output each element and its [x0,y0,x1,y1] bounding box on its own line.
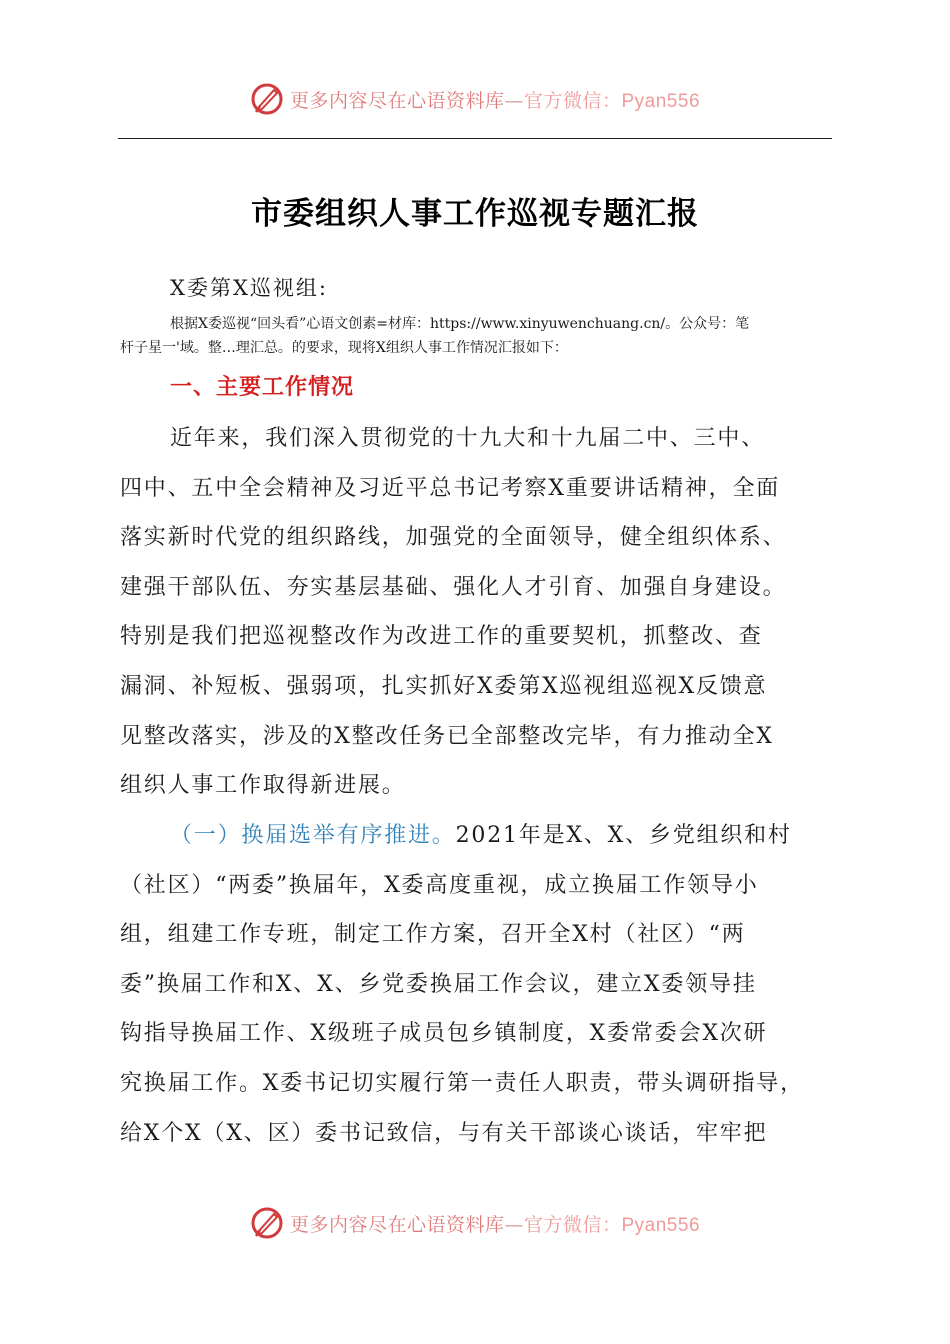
section-heading: 一、主要工作情况 [170,375,355,400]
paragraph-line: 组织人事工作取得新进展。 [120,773,406,799]
footer-banner [0,1206,950,1240]
intro-line: 根据X委巡视“回头看”心语文创素=材库：https://www.xinyuwenchuang.cn/。公众号：笔 [170,316,750,332]
paragraph-line: 究换届工作。X委书记切实履行第一责任人职责，带头调研指导， [120,1070,804,1096]
banner-wechat-text: 官方微信：Pyan556 [524,90,701,112]
quill-logo-icon [250,1206,284,1240]
paragraph-line: 四中、五中全会精神及习近平总书记考察X重要讲话精神，全面 [120,475,781,501]
intro-line: 杆子星一'域。整…理汇总。的要求，现将X组织人事工作情况汇报如下： [120,340,568,356]
paragraph-line: 见整改落实，涉及的X整改任务已全部整改完毕，有力推动全X [120,723,774,749]
paragraph-line: 特别是我们把巡视整改作为改进工作的重要契机，抓整改、查 [120,624,763,650]
paragraph-line: 组，组建工作专班，制定工作方案，召开全X村（社区）“两 [120,922,746,948]
banner-text [290,86,700,113]
banner-separator: — [504,89,524,112]
banner-library-text: 更多内容尽在心语资料库 [289,1213,505,1236]
header-banner [0,82,950,116]
banner-wechat-text: 官方微信：Pyan556 [524,1214,701,1236]
banner-separator: — [504,1213,524,1236]
banner-text [290,1210,700,1237]
subsection-heading: （一）换届选举有序推进。 [170,823,456,848]
paragraph-line: 钩指导换届工作、X级班子成员包乡镇制度，X委常委会X次研 [120,1021,768,1047]
paragraph-line: 建强干部队伍、夯实基层基础、强化人才引育、加强自身建设。 [120,574,787,600]
document-title: 市委组织人事工作巡视专题汇报 [251,196,699,232]
paragraph-line: 近年来，我们深入贯彻党的十九大和十九届二中、三中、 [170,426,766,451]
paragraph-line: 委”换届工作和X、X、乡党委换届工作会议，建立X委领导挂 [120,971,757,997]
paragraph-line: 给X个X（X、区）委书记致信，与有关干部谈心谈话，牢牢把 [120,1120,768,1146]
paragraph-line [120,811,836,861]
paragraph-text: 2021年是X、X、乡党组织和村 [455,823,792,848]
paragraph-line: 落实新时代党的组织路线，加强党的全面领导，健全组织体系、 [120,525,787,551]
paragraph-line: 漏洞、补短板、强弱项，扎实抓好X委第X巡视组巡视X反馈意 [120,673,768,699]
header-rule [118,138,832,139]
paragraph-election [120,811,836,1158]
quill-logo-icon [250,82,284,116]
banner-library-text: 更多内容尽在心语资料库 [289,89,505,112]
salutation: X委第X巡视组: [170,276,328,300]
intro-paragraph [120,312,834,360]
paragraph-main-work [120,414,836,811]
paragraph-line: （社区）“两委”换届年，X委高度重视，成立换届工作领导小 [120,872,759,898]
